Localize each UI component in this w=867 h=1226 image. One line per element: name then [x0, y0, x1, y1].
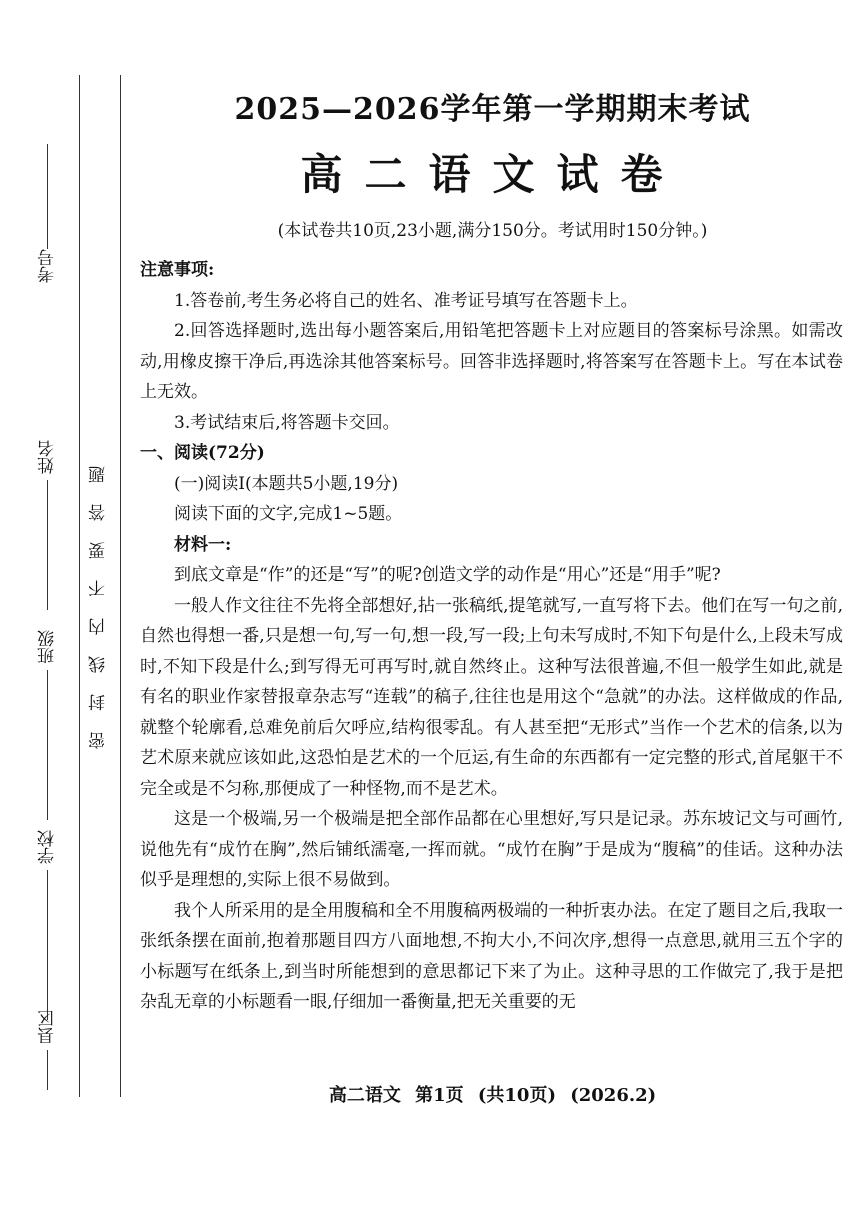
field-exam-number[interactable]	[22, 138, 72, 283]
note-item: 3.考试结束后,将答题卡交回。	[174, 412, 400, 433]
passage-paragraph: 这是一个极端,另一个极端是把全部作品都在心里想好,写只是记录。苏东坡记文与可画竹,说他先有“成竹在胸”,然后铺纸濡毫,一挥而就。“成竹在胸”于是成为“腹稿”的佳话。这种办法似乎是理想的,实际上很不易做到。	[140, 809, 843, 890]
passage-paragraph: 到底文章是“作”的还是“写”的呢?创造文学的动作是“用心”还是“用手”呢?	[174, 565, 721, 585]
exam-meta: (本试卷共10页,23小题,满分150分。考试用时150分钟。)	[277, 221, 708, 241]
notes-heading: 注意事项:	[140, 260, 215, 280]
binding-margin	[0, 0, 130, 1226]
county-blank[interactable]	[47, 1050, 48, 1090]
passage-paragraph: 我个人所采用的是全用腹稿和全不用腹稿两极端的一种折衷办法。在定了题目之后,我取一张纸条摆在面前,抱着那题目四方八面地想,不拘大小,不问次序,想得一点意思,就用三五个字的小标题写在纸条上,到当时所能想到的意思都记下来了为止。这种寻思的工作做完了,我于是把杂乱无章的小标题看一眼,仔细加一番衡量,把无关重要的无	[140, 900, 843, 1012]
binding-line-outer	[79, 75, 80, 1097]
exam-content	[140, 255, 843, 1018]
school-label: 学校	[37, 830, 58, 864]
reading-instruction: 阅读下面的文字,完成1~5题。	[174, 504, 403, 524]
field-name[interactable]	[22, 440, 72, 610]
name-blank[interactable]	[47, 480, 48, 610]
seal-line-notice: 密封线内不要答题	[89, 445, 109, 749]
field-school[interactable]	[22, 830, 72, 1020]
exam-number-label: 考号	[37, 249, 58, 283]
name-label: 姓名	[37, 440, 58, 474]
subsection-heading: (一)阅读Ⅰ(本题共5小题,19分)	[174, 473, 399, 494]
page-footer: 高二语文 第1页 (共10页) (2026.2)	[328, 1085, 657, 1106]
exam-number-blank[interactable]	[47, 144, 48, 249]
exam-title: 2025—2026学年第一学期期末考试	[234, 92, 751, 127]
passage-paragraph: 一般人作文往往不先将全部想好,拈一张稿纸,提笔就写,一直写将下去。他们在写一句之前,自然也得想一番,只是想一句,写一句,想一段,写一段;上句未写成时,不知下句是什么,上段未写成时,不知下段是什么;到写得无可再写时,就自然终止。这种写法很普遍,不但一般学生如此,就是有名的职业作家替报章杂志写“连载”的稿子,往往也是用这个“急就”的办法。这样做成的作品,就整个轮廓看,总难免前后欠呼应,结构很零乱。有人甚至把“无形式”当作一个艺术的信条,以为艺术原来就应该如此,这恐怕是艺术的一个厄运,有生命的东西都有一定完整的形式,首尾躯干不完全或是不匀称,那便成了一种怪物,而不是艺术。	[140, 595, 843, 799]
binding-line-inner	[120, 75, 121, 1097]
field-class[interactable]	[22, 630, 72, 820]
section-heading: 一、阅读(72分)	[140, 443, 265, 463]
field-county[interactable]	[22, 1010, 72, 1090]
note-item: 2.回答选择题时,选出每小题答案后,用铅笔把答题卡上对应题目的答案标号涂黑。如需改动,用橡皮擦干净后,再选涂其他答案标号。回答非选择题时,将答案写在答题卡上。写在本试卷上无效。	[140, 321, 843, 402]
county-label: 县区	[37, 1010, 58, 1044]
school-blank[interactable]	[47, 870, 48, 1020]
note-item: 1.答卷前,考生务必将自己的姓名、准考证号填写在答题卡上。	[174, 290, 638, 311]
material-label: 材料一:	[174, 534, 232, 555]
class-label: 班级	[37, 630, 58, 664]
paper-title: 高二语文试卷	[300, 150, 685, 199]
class-blank[interactable]	[47, 670, 48, 820]
